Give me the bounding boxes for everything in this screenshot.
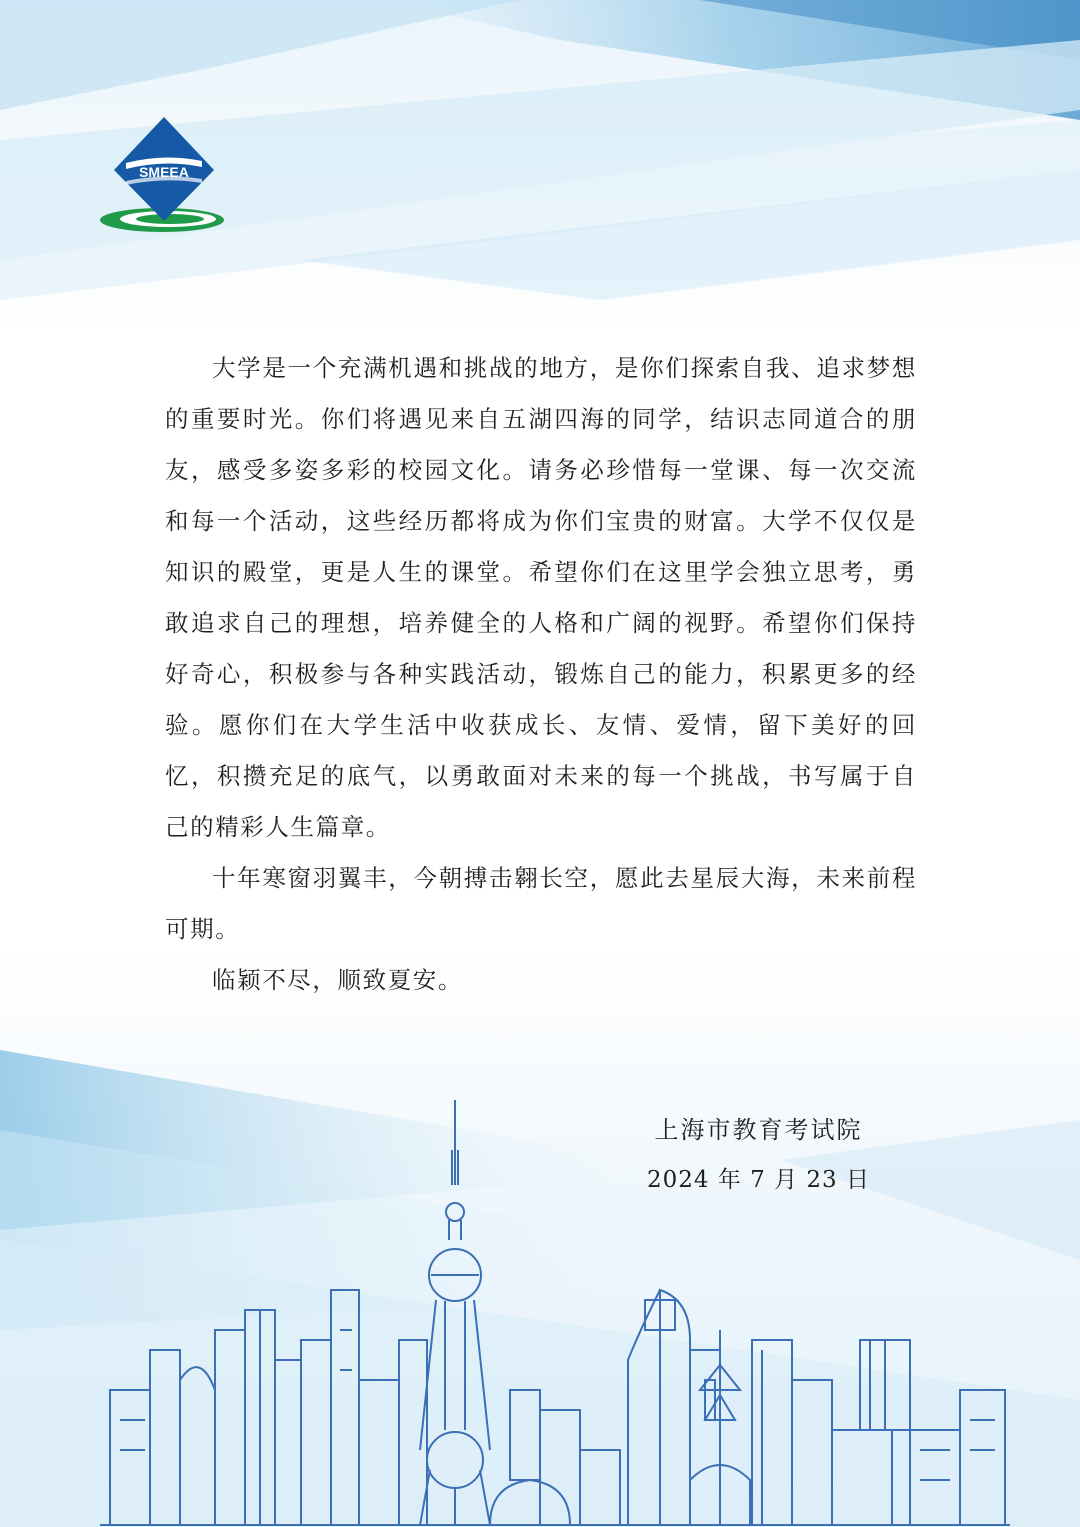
paragraph-closing: 临颖不尽，顺致夏安。 <box>212 966 463 994</box>
signature-date: 2024 年 7 月 23 日 <box>647 1167 870 1193</box>
paragraph-main: 大学是一个充满机遇和挑战的地方，是你们探索自我、追求梦想的重要时光。你们将遇见来自五湖四海的同学，结识志同道合的朋友，感受多姿多彩的校园文化。请务必珍惜每一堂课、每一次交流和每一个活动，这些经历都将成为你们宝贵的财富。大学不仅仅是知识的殿堂，更是人生的课堂。希望你们在这里学会独立思考，勇敢追求自己的理想，培养健全的人格和广阔的视野。希望你们保持好奇心，积极参与各种实践活动，锻炼自己的能力，积累更多的经验。愿你们在大学生活中收获成长、友情、爱情，留下美好的回忆，积攒充足的底气，以勇敢面对未来的每一个挑战，书写属于自己的精彩人生篇章。 <box>165 354 917 841</box>
smeea-logo <box>98 115 230 235</box>
letter-body <box>165 343 917 1006</box>
shanghai-skyline-illustration <box>0 1090 1080 1527</box>
paragraph-wish: 十年寒窗羽翼丰，今朝搏击翱长空，愿此去星辰大海，未来前程可期。 <box>165 864 917 943</box>
svg-text:SMEEA: SMEEA <box>139 164 189 180</box>
signature-organization: 上海市教育考试院 <box>654 1116 863 1144</box>
